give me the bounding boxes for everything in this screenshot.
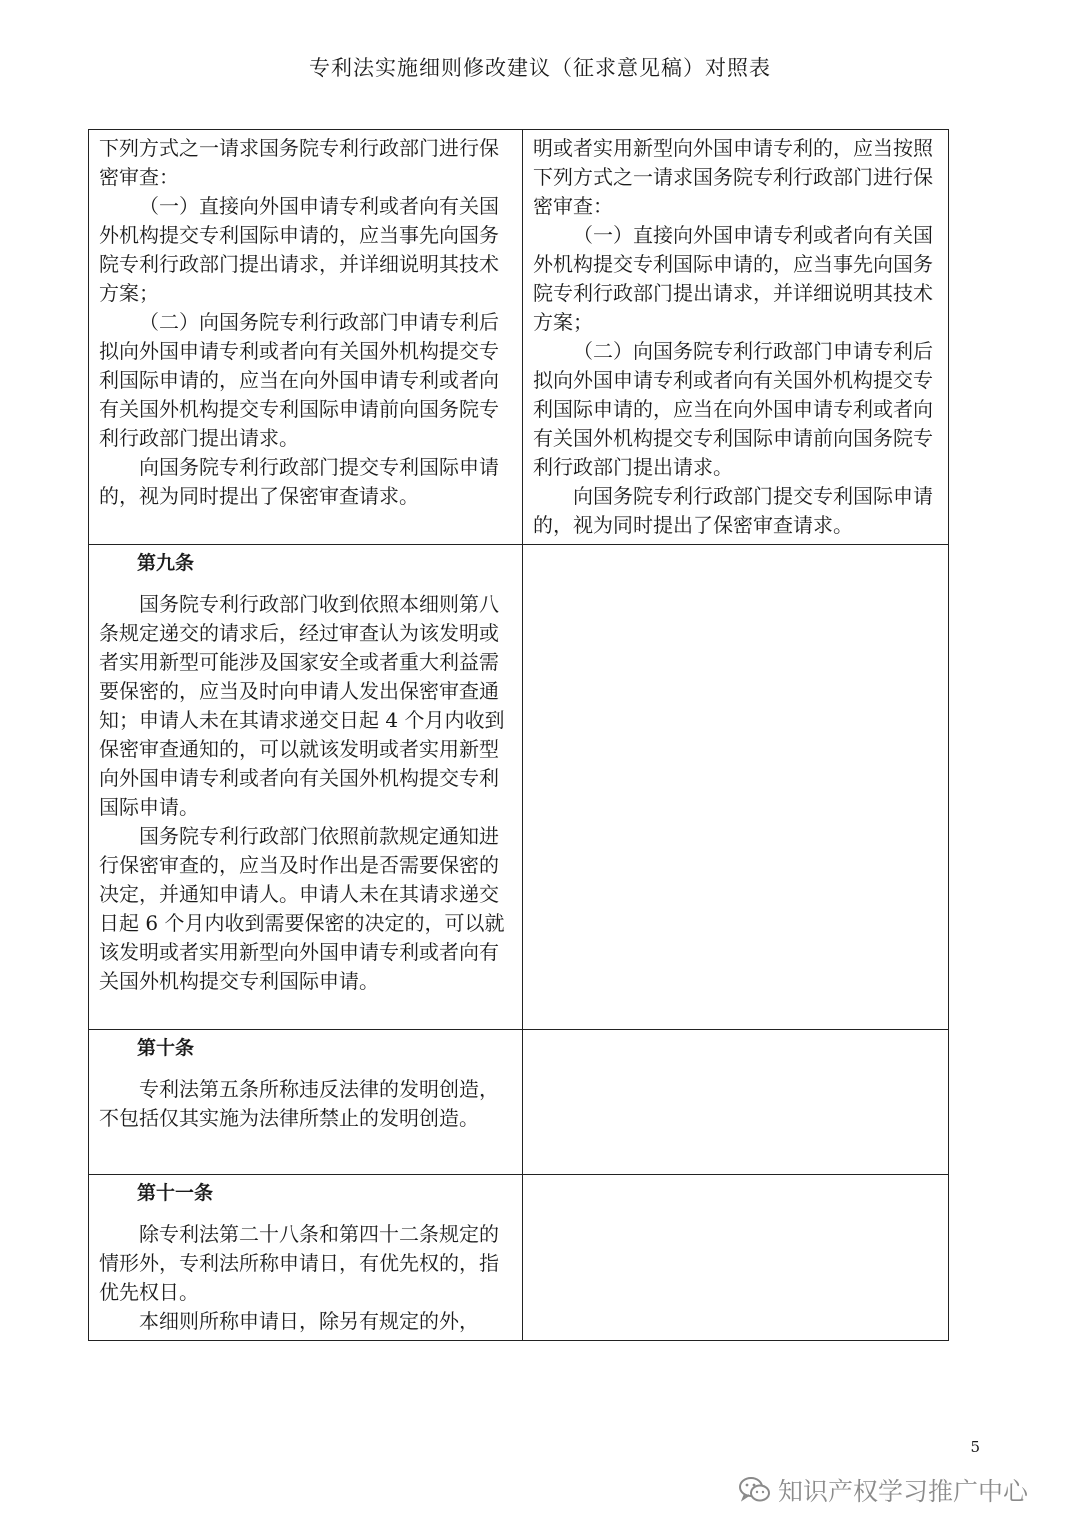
article-title: 第十一条	[137, 1182, 214, 1204]
table-row	[89, 130, 949, 545]
page-title: 专利法实施细则修改建议（征求意见稿）对照表	[309, 56, 771, 80]
clause-paragraph: 本细则所称申请日，除另有规定的外，	[139, 1309, 479, 1333]
original-text-cell	[89, 130, 523, 545]
clause-paragraph: 专利法第五条所称违反法律的发明创造，不包括仅其实施为法律所禁止的发明创造。	[99, 1077, 499, 1130]
clause-paragraph: 国务院专利行政部门依照前款规定通知进行保密审查的，应当及时作出是否需要保密的决定，并通知申请人。申请人未在其请求递交日起 6 个月内收到需要保密的决定的，可以就该发明或者实用新型向外国申请专利或者向有关国外机构提交专利国际申请。	[99, 824, 505, 993]
page-number: 5	[970, 1438, 980, 1456]
original-text-cell	[89, 1175, 523, 1341]
wechat-icon	[738, 1475, 772, 1505]
revised-text-cell	[523, 545, 949, 1030]
article-title: 第九条	[137, 552, 195, 574]
table-row	[89, 1030, 949, 1175]
clause-paragraph: 下列方式之一请求国务院专利行政部门进行保密审查：	[99, 136, 499, 189]
watermark-text: 知识产权学习推广中心	[778, 1477, 1029, 1506]
table-row	[89, 545, 949, 1030]
article-title: 第十条	[137, 1037, 195, 1059]
clause-paragraph: 除专利法第二十八条和第四十二条规定的情形外，专利法所称申请日，有优先权的，指优先权日。	[99, 1222, 499, 1304]
clause-paragraph: （一）直接向外国申请专利或者向有关国外机构提交专利国际申请的，应当事先向国务院专利行政部门提出请求，并详细说明其技术方案；	[99, 194, 499, 305]
clause-paragraph: 向国务院专利行政部门提交专利国际申请的，视为同时提出了保密审查请求。	[533, 484, 933, 537]
clause-paragraph: （二）向国务院专利行政部门申请专利后拟向外国申请专利或者向有关国外机构提交专利国际申请的，应当在向外国申请专利或者向有关国外机构提交专利国际申请前向国务院专利行政部门提出请求。	[99, 310, 499, 450]
original-text-cell	[89, 545, 523, 1030]
revised-text-cell	[523, 1175, 949, 1341]
revised-text-cell	[523, 1030, 949, 1175]
revised-text-cell	[523, 130, 949, 545]
table-row	[89, 1175, 949, 1341]
clause-paragraph: （一）直接向外国申请专利或者向有关国外机构提交专利国际申请的，应当事先向国务院专利行政部门提出请求，并详细说明其技术方案；	[533, 223, 933, 334]
original-text-cell	[89, 1030, 523, 1175]
clause-paragraph: 明或者实用新型向外国申请专利的，应当按照下列方式之一请求国务院专利行政部门进行保密审查：	[533, 136, 933, 218]
watermark	[738, 1470, 1028, 1510]
comparison-table	[88, 129, 949, 1341]
clause-paragraph: 向国务院专利行政部门提交专利国际申请的，视为同时提出了保密审查请求。	[99, 455, 499, 508]
clause-paragraph: （二）向国务院专利行政部门申请专利后拟向外国申请专利或者向有关国外机构提交专利国际申请的，应当在向外国申请专利或者向有关国外机构提交专利国际申请前向国务院专利行政部门提出请求。	[533, 339, 933, 479]
clause-paragraph: 国务院专利行政部门收到依照本细则第八条规定递交的请求后，经过审查认为该发明或者实用新型可能涉及国家安全或者重大利益需要保密的，应当及时向申请人发出保密审查通知；申请人未在其请求递交日起 4 个月内收到保密审查通知的，可以就该发明或者实用新型向外国申请专利或者向有关国外机构提交专利国际申请。	[99, 592, 505, 819]
